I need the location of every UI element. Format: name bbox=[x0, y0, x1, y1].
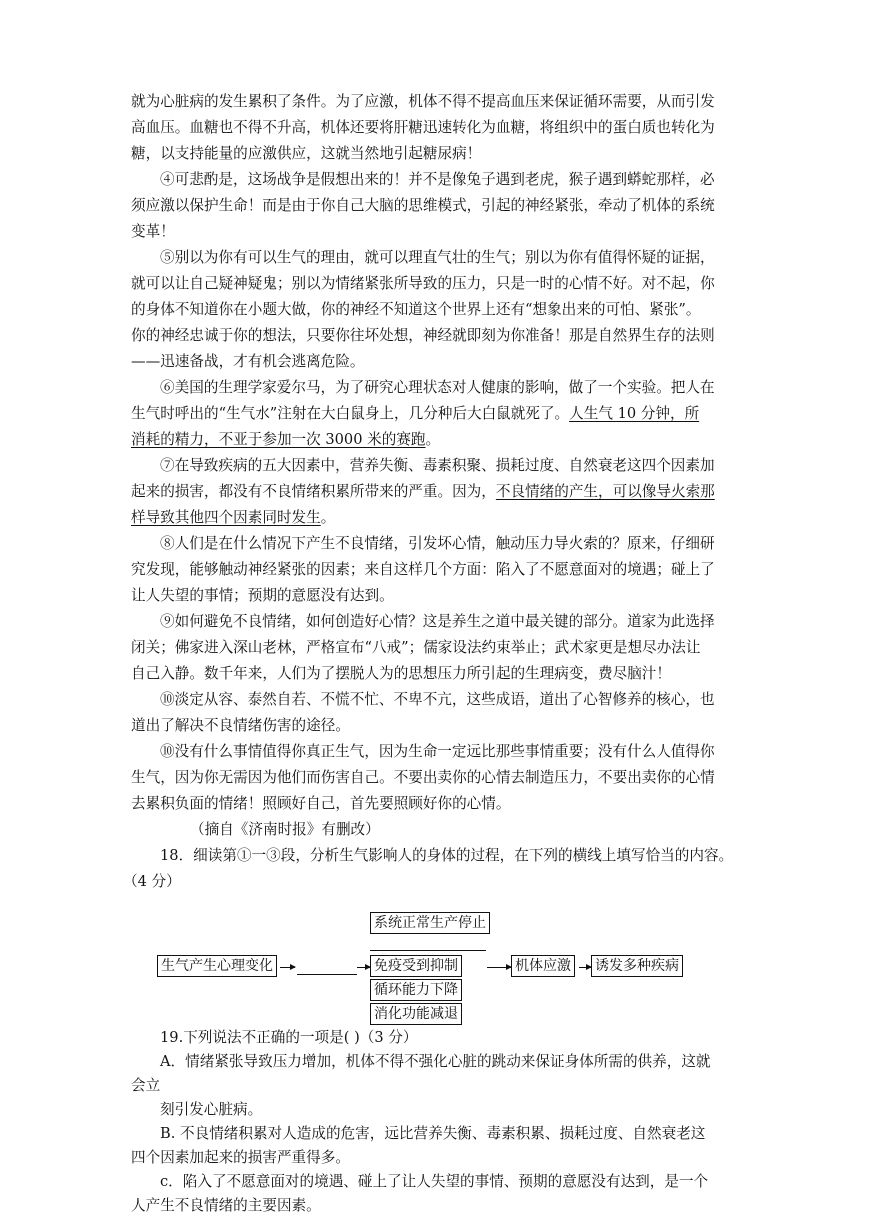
text-line: 糖，以支持能量的应激供应，这就当然地引起糖尿病！ bbox=[131, 145, 482, 162]
text-line: 去累积负面的情绪！照顾好自己，首先要照顾好你的心情。 bbox=[131, 795, 511, 812]
text-span: 。 bbox=[425, 431, 441, 448]
question-18-points: （4 分） bbox=[123, 873, 181, 890]
underlined-text: 不良情绪的产生，可以像导火索那 bbox=[495, 483, 715, 500]
underlined-text: 人生气 10 分钟，所 bbox=[569, 405, 700, 422]
option-a-cont: 刻引发心脏病。 bbox=[160, 1101, 263, 1118]
blank-line[interactable] bbox=[370, 950, 486, 951]
text-line bbox=[131, 508, 335, 528]
text-line: 就为心脏病的发生累积了条件。为了应激，机体不得不提高血压来保证循环需要，从而引发 bbox=[131, 93, 715, 110]
text-line: 闭关；佛家进入深山老林，严格宣布“八戒”；儒家设法约束举止；武术家更是想尽办法让 bbox=[131, 639, 701, 656]
option-a-cont: 会立 bbox=[131, 1077, 161, 1094]
text-line: ⑤别以为你有可以生气的理由，就可以理直气壮的生气；别以为你有值得怀疑的证据， bbox=[160, 249, 715, 266]
text-line: 自己入静。数千年来，人们为了摆脱人为的思想压力所引起的生理病变，费尽脑汁！ bbox=[131, 665, 671, 682]
text-line: 究发现，能够触动神经紧张的因素；来自这样几个方面：陷入了不愿意面对的境遇；碰上了 bbox=[131, 561, 715, 578]
text-line: 你的神经忠诚于你的想法，只要你往坏处想，神经就即刻为你准备！那是自然界生存的法则 bbox=[131, 327, 715, 344]
text-line: ——迅速备战，才有机会逃离危险。 bbox=[131, 353, 365, 370]
text-span: 。 bbox=[320, 509, 336, 526]
option-a: A．情绪紧张导致压力增加，机体不得不强化心脏的跳动来保证身体所需的供养，这就 bbox=[160, 1053, 711, 1070]
text-line: ⑨如何避免不良情绪，如何创造好心情？这是养生之道中最关键的部分。道家为此选择 bbox=[160, 613, 715, 630]
blank-line[interactable] bbox=[297, 974, 357, 975]
diagram-box-stress: 机体应激 bbox=[511, 955, 575, 977]
text-line: ⑧人们是在什么情况下产生不良情绪，引发坏心情，触动压力导火索的？原来，仔细研 bbox=[160, 535, 715, 552]
arrow-icon bbox=[280, 967, 295, 968]
text-line: 高血压。血糖也不得不升高，机体还要将肝糖迅速转化为血糖，将组织中的蛋白质也转化为 bbox=[131, 119, 715, 136]
text-line: 须应激以保护生命！而是由于你自己大脑的思维模式，引起的神经紧张，牵动了机体的系统 bbox=[131, 197, 715, 214]
text-line: ⑦在导致疾病的五大因素中，营养失衡、毒素积聚、损耗过度、自然衰老这四个因素加 bbox=[160, 457, 715, 474]
question-19-stem: 19.下列说法不正确的一项是( )（3 分） bbox=[160, 1029, 418, 1046]
option-c: c．陷入了不愿意面对的境遇、碰上了让人失望的事情、预期的意愿没有达到，是一个 bbox=[160, 1173, 709, 1190]
diagram-box-result: 诱发多种疾病 bbox=[591, 955, 683, 977]
arrow-icon bbox=[357, 967, 370, 968]
underlined-text: 样导致其他四个因素同时发生 bbox=[131, 509, 321, 526]
text-line: 的身体不知道你在小题大做，你的神经不知道这个世界上还有“想象出来的可怕、紧张”。 bbox=[131, 301, 701, 318]
diagram-box-circulation: 循环能力下降 bbox=[370, 979, 462, 1001]
option-b-cont: 四个因素加起来的损害严重得多。 bbox=[131, 1149, 350, 1166]
text-line: 变革！ bbox=[131, 223, 175, 240]
text-line: 就可以让自己疑神疑鬼；别以为情绪紧张所导致的压力，只是一时的心情不好。对不起，你 bbox=[131, 275, 715, 292]
text-line: ⑥美国的生理学家爱尔马，为了研究心理状态对人健康的影响，做了一个实验。把人在 bbox=[160, 379, 715, 396]
text-line: 生气，因为你无需因为他们而伤害自己。不要出卖你的心情去制造压力，不要出卖你的心情 bbox=[131, 769, 715, 786]
text-line: 让人失望的事情；预期的意愿没有达到。 bbox=[131, 587, 394, 604]
diagram-box-system-stop: 系统正常生产停止 bbox=[370, 912, 490, 934]
text-line: ⑩没有什么事情值得你真正生气，因为生命一定远比那些事情重要；没有什么人值得你 bbox=[160, 743, 715, 760]
diagram-box-digestion: 消化功能减退 bbox=[370, 1003, 462, 1025]
option-b: B. 不良情绪积累对人造成的危害，远比营养失衡、毒素积累、损耗过度、自然衰老这 bbox=[160, 1125, 706, 1142]
text-line bbox=[131, 482, 715, 502]
diagram-box-start: 生气产生心理变化 bbox=[157, 955, 277, 977]
arrow-icon bbox=[487, 967, 511, 968]
option-c-cont: 人产生不良情绪的主要因素。 bbox=[131, 1197, 321, 1214]
question-18-stem: 18．细读第①一③段，分析生气影响人的身体的过程，在下列的横线上填写恰当的内容。 bbox=[160, 847, 734, 864]
text-line bbox=[131, 430, 440, 450]
text-span: 起来的损害，都没有不良情绪积累所带来的严重。因为， bbox=[131, 483, 496, 500]
text-line: ④可悲酌是，这场战争是假想出来的！并不是像兔子遇到老虎，猴子遇到蟒蛇那样，必 bbox=[160, 171, 715, 188]
diagram-box-immune: 免疫受到抑制 bbox=[370, 955, 462, 977]
text-line: ⑩淡定从容、泰然自若、不慌不忙、不卑不亢，这些成语，道出了心智修养的核心，也 bbox=[160, 691, 715, 708]
source-citation: （摘自《济南时报》有删改） bbox=[190, 821, 380, 838]
text-line: 道出了解决不良情绪伤害的途径。 bbox=[131, 717, 350, 734]
text-line bbox=[131, 404, 699, 424]
text-span: 生气时呼出的“生气水”注射在大白鼠身上，几分种后大白鼠就死了。 bbox=[131, 405, 570, 422]
underlined-text: 消耗的精力，不亚于参加一次 3000 米的赛跑 bbox=[131, 431, 426, 448]
arrow-icon bbox=[579, 967, 591, 968]
